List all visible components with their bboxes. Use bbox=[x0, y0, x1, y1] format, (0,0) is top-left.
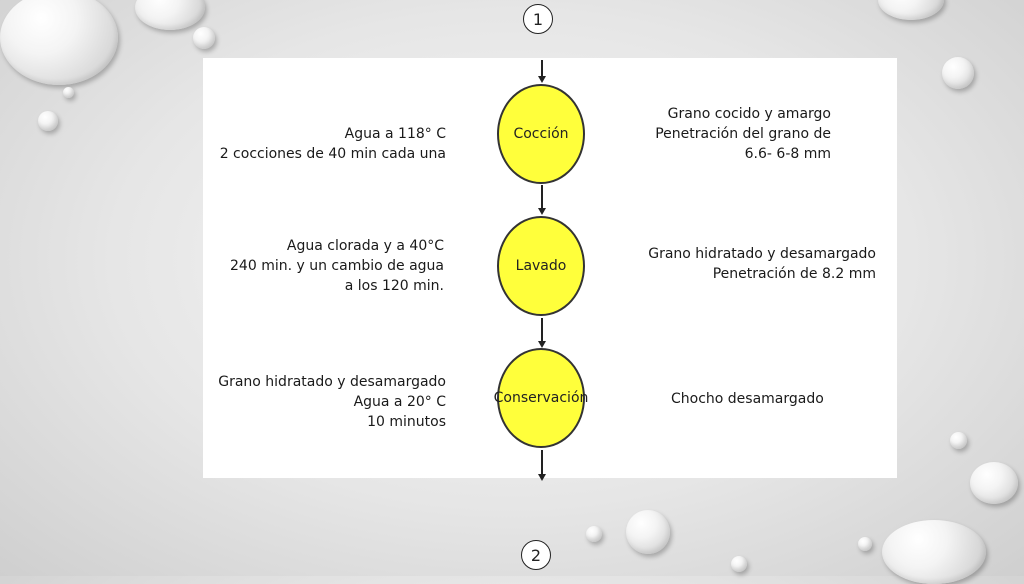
page-number-bottom-label: 2 bbox=[530, 545, 542, 565]
water-drop-decoration bbox=[878, 0, 944, 20]
step-coccion-conditions bbox=[220, 124, 446, 164]
water-drop-decoration bbox=[38, 111, 58, 131]
connector-line bbox=[541, 185, 543, 209]
water-drop-decoration bbox=[731, 556, 747, 572]
page-number-top-label: 1 bbox=[532, 9, 544, 29]
step-node-conservacion bbox=[493, 348, 589, 448]
water-drop-decoration bbox=[950, 432, 967, 449]
condition-line: 240 min. y un cambio de agua bbox=[230, 258, 444, 274]
arrow-down-icon bbox=[538, 341, 546, 348]
water-drop-decoration bbox=[135, 0, 205, 30]
arrow-down-icon bbox=[538, 76, 546, 83]
result-line: 6.6- 6-8 mm bbox=[744, 146, 831, 162]
connector-line bbox=[541, 450, 543, 476]
water-drop-decoration bbox=[626, 510, 670, 554]
step-conservacion-conditions bbox=[218, 372, 446, 432]
step-node-lavado bbox=[497, 216, 585, 316]
condition-line: 10 minutos bbox=[367, 414, 446, 430]
step-lavado-conditions bbox=[230, 236, 444, 296]
water-drop-decoration bbox=[942, 57, 974, 89]
result-line: Penetración del grano de bbox=[655, 126, 831, 142]
step-label: Conservación bbox=[493, 390, 589, 406]
arrow-down-icon bbox=[538, 208, 546, 215]
step-label: Cocción bbox=[513, 126, 569, 142]
condition-line: Agua a 20° C bbox=[353, 394, 446, 410]
step-lavado-result bbox=[648, 244, 876, 284]
arrow-down-icon bbox=[538, 474, 546, 481]
water-drop-decoration bbox=[193, 27, 215, 49]
step-label: Lavado bbox=[515, 258, 567, 274]
water-drop-decoration bbox=[858, 537, 872, 551]
result-line: Grano hidratado y desamargado bbox=[648, 246, 876, 262]
water-drop-decoration bbox=[0, 0, 118, 85]
water-drop-decoration bbox=[882, 520, 986, 584]
condition-line: Agua clorada y a 40°C bbox=[286, 238, 444, 254]
condition-line: Grano hidratado y desamargado bbox=[218, 374, 446, 390]
water-drop-decoration bbox=[63, 87, 74, 98]
connector-line bbox=[541, 318, 543, 342]
step-coccion-result bbox=[655, 104, 831, 164]
result-line: Grano cocido y amargo bbox=[667, 106, 831, 122]
water-drop-decoration bbox=[970, 462, 1018, 504]
page-number-top bbox=[523, 4, 553, 34]
page-number-bottom bbox=[521, 540, 551, 570]
condition-line: Agua a 118° C bbox=[344, 126, 446, 142]
water-drop-decoration bbox=[586, 526, 602, 542]
step-conservacion-result bbox=[671, 389, 824, 409]
step-node-coccion bbox=[497, 84, 585, 184]
condition-line: a los 120 min. bbox=[344, 278, 444, 294]
condition-line: 2 cocciones de 40 min cada una bbox=[219, 146, 446, 162]
result-line: Chocho desamargado bbox=[671, 391, 824, 407]
result-line: Penetración de 8.2 mm bbox=[712, 266, 876, 282]
